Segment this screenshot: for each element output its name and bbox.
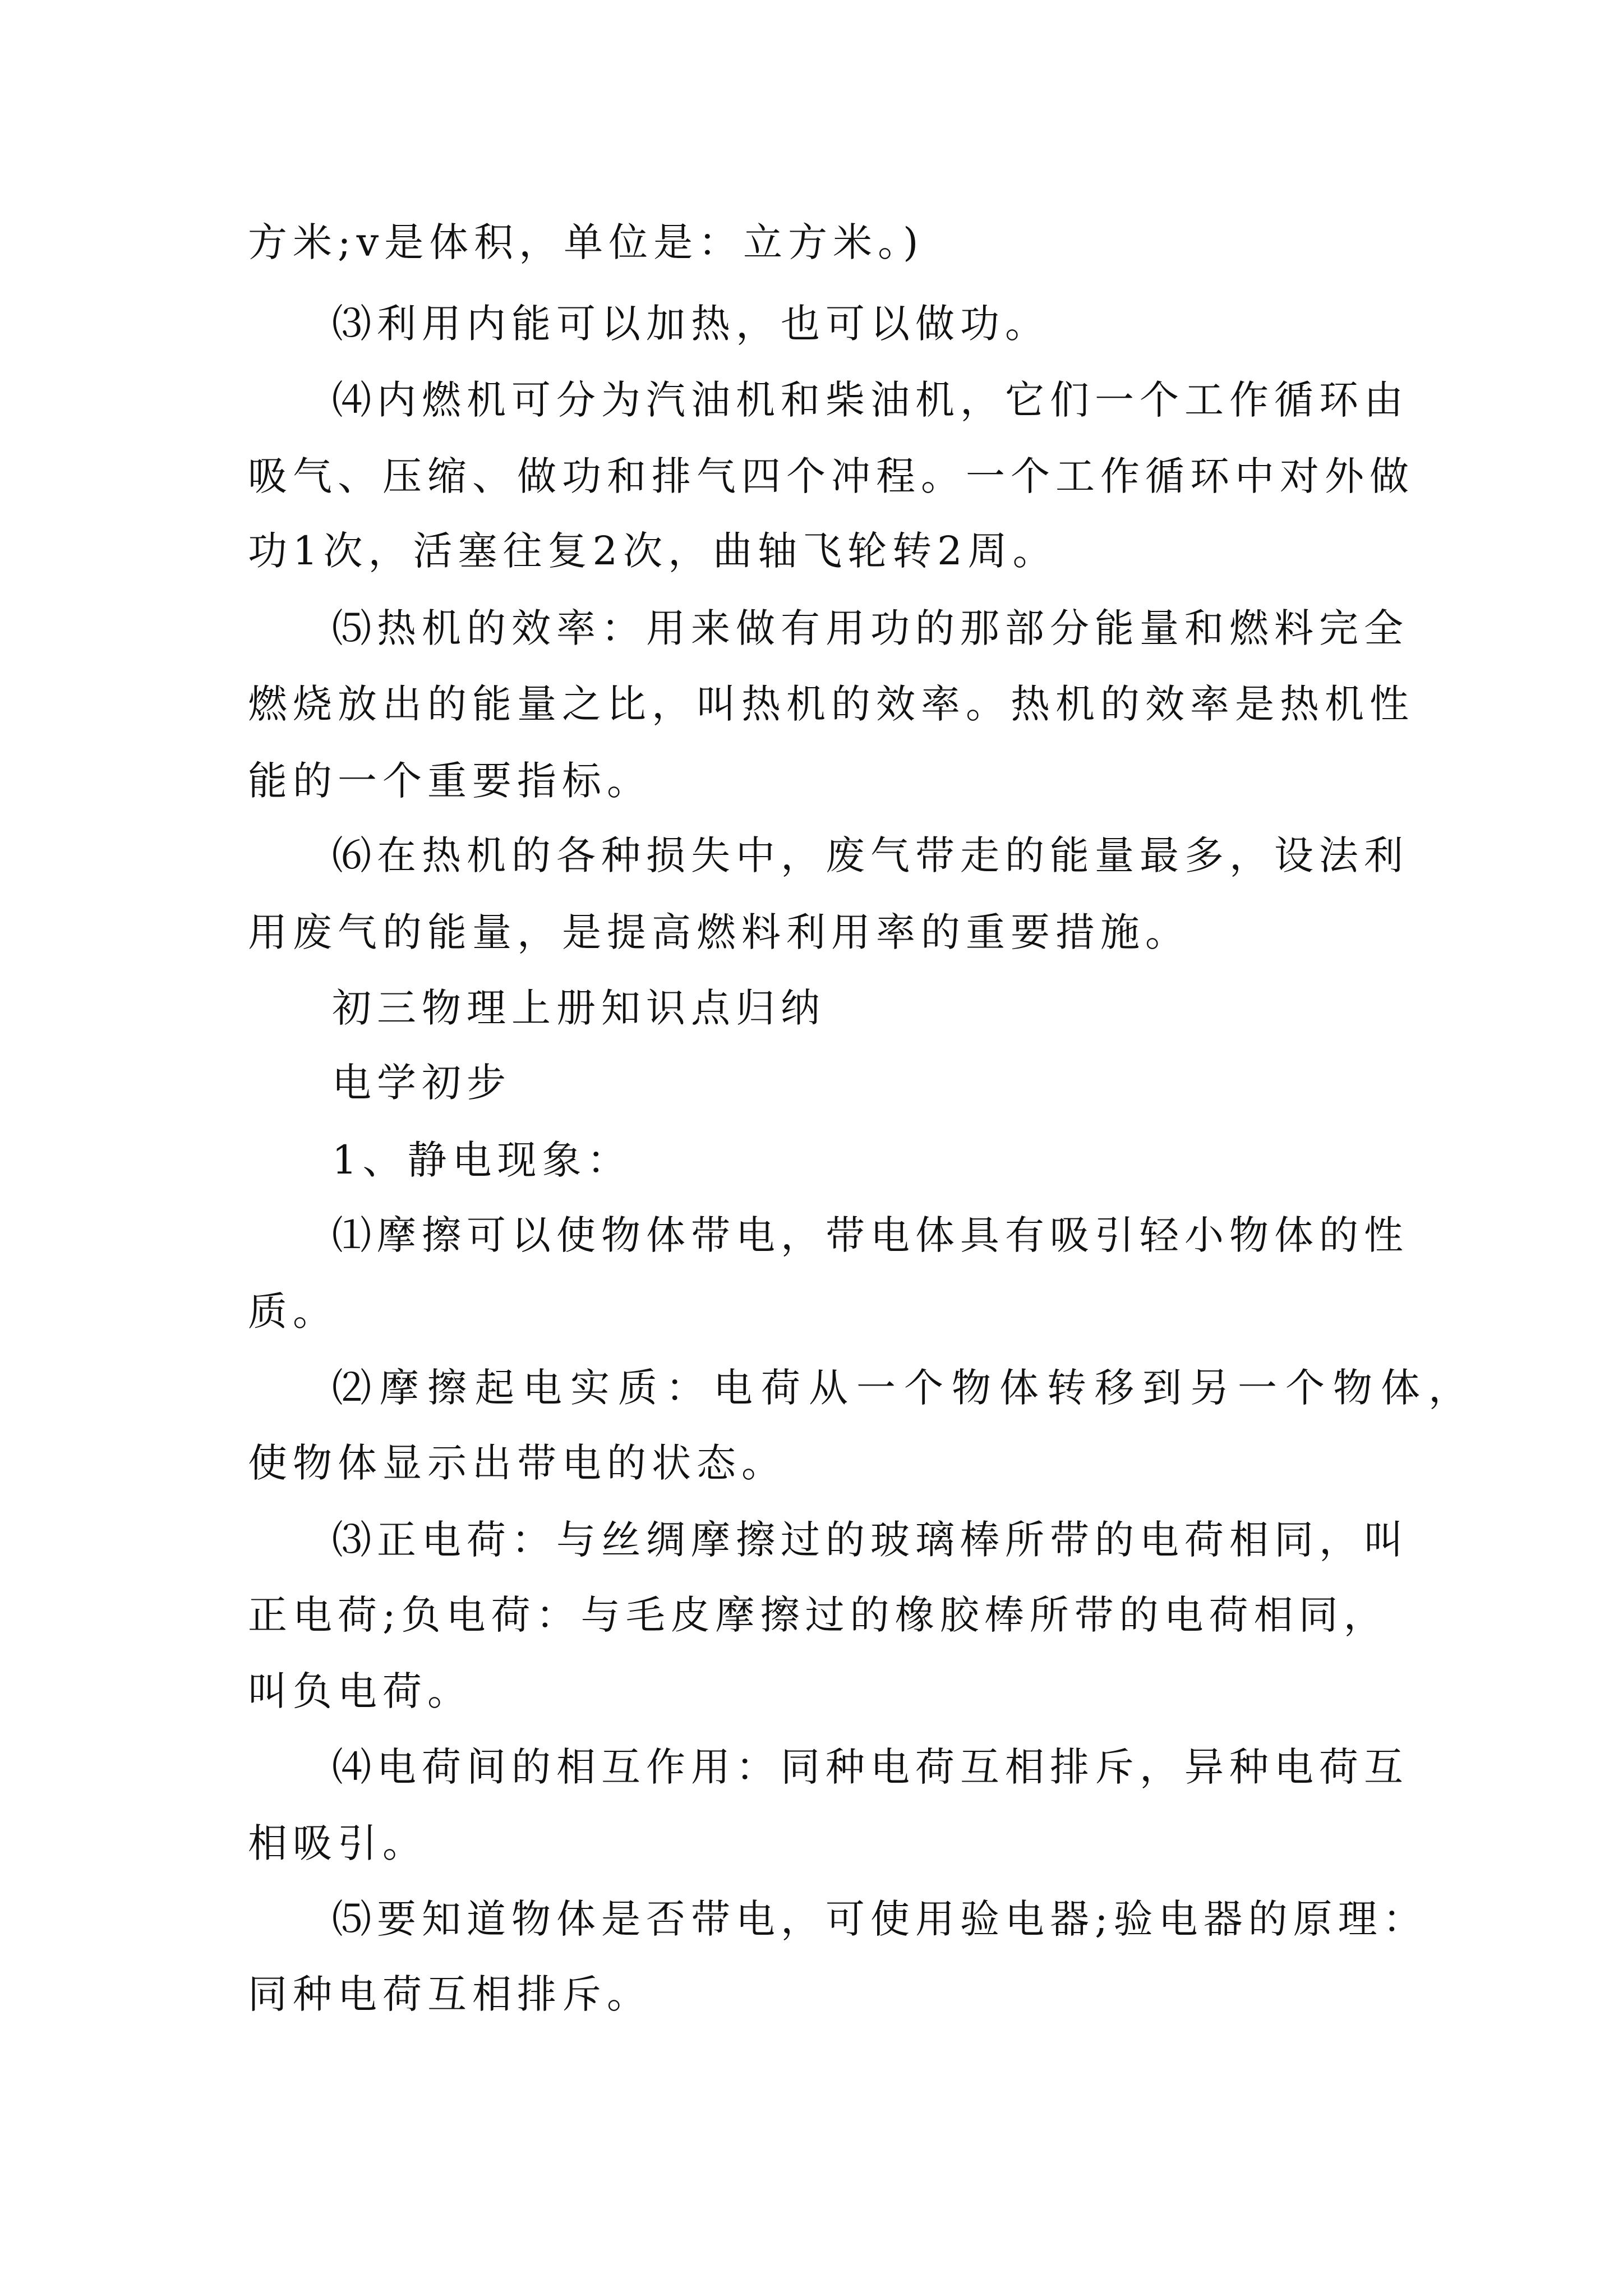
text-line: 功1次，活塞往复2次，曲轴飞轮转2周。 (248, 528, 1058, 574)
text-line: 质。 (248, 1289, 338, 1335)
text-line: ⑸热机的效率：用来做有用功的那部分能量和燃料完全 (332, 605, 1409, 651)
text-line: ⑵摩擦起电实质：电荷从一个物体转移到另一个物体， (332, 1365, 1476, 1411)
text-line: 能的一个重要指标。 (248, 758, 652, 804)
text-line: 燃烧放出的能量之比，叫热机的效率。热机的效率是热机性 (248, 681, 1414, 727)
text-line: 叫负电荷。 (248, 1668, 472, 1714)
section-heading: 初三物理上册知识点归纳 (332, 985, 826, 1031)
text-line: 相吸引。 (248, 1820, 427, 1866)
text-line: ⑶正电荷：与丝绸摩擦过的玻璃棒所带的电荷相同，叫 (332, 1517, 1409, 1563)
text-line: ⑷电荷间的相互作用：同种电荷互相排斥，异种电荷互 (332, 1744, 1409, 1790)
text-line: ⑴摩擦可以使物体带电，带电体具有吸引轻小物体的性 (332, 1212, 1409, 1258)
text-line: 使物体显示出带电的状态。 (248, 1440, 786, 1486)
item-heading: 1、静电现象： (332, 1137, 632, 1183)
text-line: ⑸要知道物体是否带电，可使用验电器;验电器的原理： (332, 1896, 1428, 1942)
text-line: 用废气的能量，是提高燃料利用率的重要措施。 (248, 909, 1190, 955)
text-line: ⑶利用内能可以加热，也可以做功。 (332, 301, 1050, 347)
text-line: 吸气、压缩、做功和排气四个冲程。一个工作循环中对外做 (248, 453, 1414, 499)
text-line: 同种电荷互相排斥。 (248, 1971, 652, 2017)
subsection-heading: 电学初步 (332, 1060, 511, 1106)
text-line: 正电荷;负电荷：与毛皮摩擦过的橡胶棒所带的电荷相同， (248, 1592, 1389, 1638)
text-line: 方米;v是体积，单位是：立方米。) (248, 219, 924, 265)
text-line: ⑷内燃机可分为汽油机和柴油机，它们一个工作循环由 (332, 377, 1409, 423)
text-line: ⑹在热机的各种损失中，废气带走的能量最多，设法利 (332, 832, 1409, 878)
